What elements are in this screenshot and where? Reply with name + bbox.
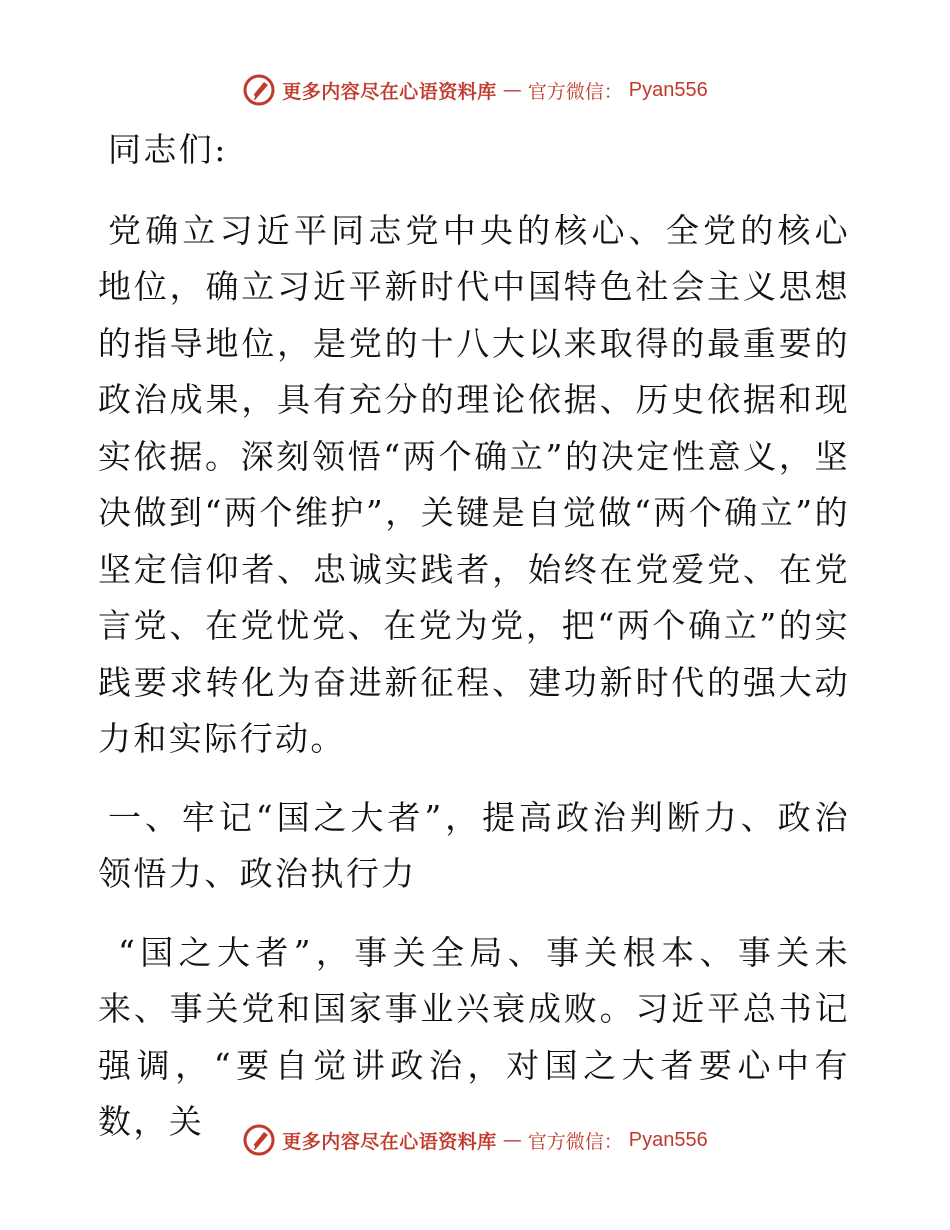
- document-body: [98, 122, 850, 1151]
- pen-circle-logo-icon: [242, 1123, 276, 1157]
- watermark-site-text: 更多内容尽在心语资料库: [282, 80, 497, 103]
- pen-circle-logo-icon: [242, 73, 276, 107]
- watermark-official-label: 官方微信：: [527, 1130, 623, 1153]
- section-heading-1: 一、牢记“国之大者”，提高政治判断力、政治领悟力、政治执行力: [98, 797, 850, 893]
- watermark-official-label: 官方微信：: [527, 80, 623, 103]
- greeting: 同志们:: [108, 130, 228, 169]
- watermark-wechat-id: Pyan556: [628, 78, 708, 101]
- footer-watermark: [0, 1120, 950, 1160]
- watermark-wechat-id: Pyan556: [628, 1128, 708, 1151]
- watermark-site-text: 更多内容尽在心语资料库: [282, 1130, 497, 1153]
- watermark-separator: —: [502, 1129, 522, 1151]
- watermark-separator: —: [502, 79, 522, 101]
- header-watermark: [0, 70, 950, 110]
- paragraph-intro: 党确立习近平同志党中央的核心、全党的核心地位，确立习近平新时代中国特色社会主义思想的指导地位，是党的十八大以来取得的最重要的政治成果，具有充分的理论依据、历史依据和现实依据。深刻领悟“两个确立”的决定性意义，坚决做到“两个维护”，关键是自觉做“两个确立”的坚定信仰者、忠诚实践者，始终在党爱党、在党言党、在党忧党、在党为党，把“两个确立”的实践要求转化为奋进新征程、建功新时代的强大动力和实际行动。: [98, 210, 850, 758]
- paragraph-section-1: “国之大者”，事关全局、事关根本、事关未来、事关党和国家事业兴衰成败。习近平总书记强调，“要自觉讲政治，对国之大者要心中有数，关: [98, 932, 850, 1141]
